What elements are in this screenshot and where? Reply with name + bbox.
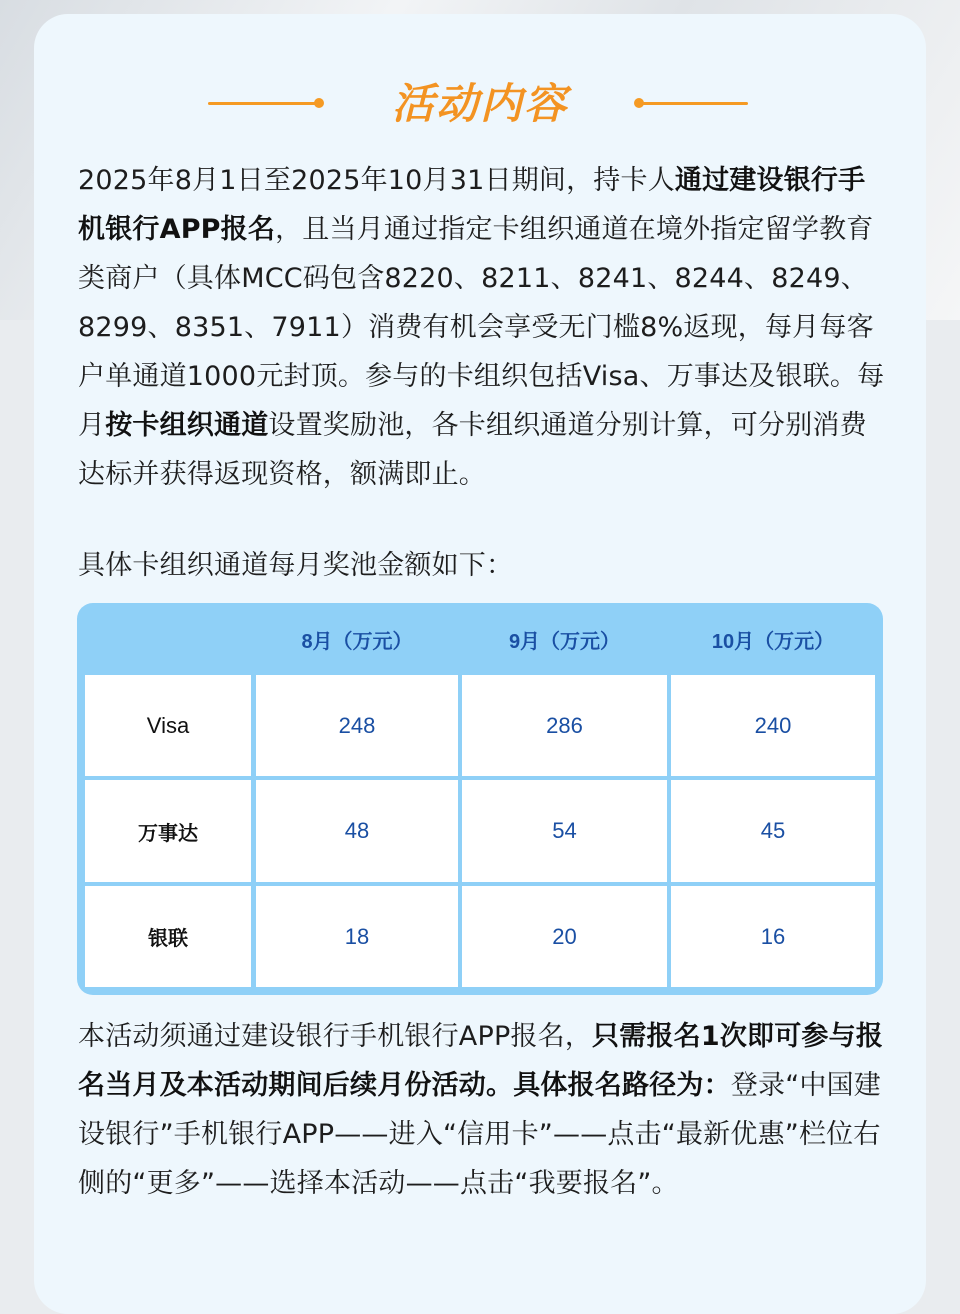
desc-bold-2: 按卡组织通道 [105, 410, 269, 441]
activity-description [78, 156, 888, 499]
pool-intro: 具体卡组织通道每月奖池金额如下： [78, 550, 514, 581]
registration-instructions [78, 1012, 888, 1208]
table-cell: 240 [671, 675, 875, 776]
table-cell: 20 [462, 886, 667, 987]
row-label-visa: Visa [85, 675, 251, 776]
table-cell: 286 [462, 675, 667, 776]
desc-text-3: 设置奖励池，各卡组织通道分别计算，可分别消费达标并获得返现资格，额满即止。 [78, 410, 867, 490]
table-header-aug: 8月（万元） [301, 630, 413, 653]
desc-text-1: 2025年8月1日至2025年10月31日期间，持卡人 [78, 165, 675, 196]
row-label-unionpay: 银联 [85, 886, 251, 987]
section-heading [0, 76, 960, 132]
heading-title: 活动内容 [391, 79, 568, 128]
reg-bold-1: 只需报名1次即可参与报名当月及本活动期间后续月份活动。具体报名路径为： [78, 1021, 884, 1101]
reg-text-2: 登录“中国建设银行”手机银行APP——进入“信用卡”——点击“最新优惠”栏位右侧的“更多”——选择本活动——点击“我要报名”。 [78, 1070, 882, 1199]
reg-text-1: 本活动须通过建设银行手机银行APP报名， [78, 1021, 593, 1052]
desc-bold-1: 通过建设银行手机银行APP报名 [78, 165, 866, 245]
table-cell: 18 [256, 886, 458, 987]
prize-pool-table [77, 603, 883, 995]
table-cell: 54 [462, 780, 667, 882]
table-cell: 248 [256, 675, 458, 776]
table-cell: 16 [671, 886, 875, 987]
table-header-corner [85, 607, 251, 671]
heading-right-line [640, 102, 748, 105]
desc-text-2: ，且当月通过指定卡组织通道在境外指定留学教育类商户（具体MCC码包含8220、8211、8241、8244、8249、8299、8351、7911）消费有机会享受无门槛8%返现，每月每客户单通道1000元封顶。参与的卡组织包括Visa、万事达及银联。每月 [78, 214, 885, 441]
table-cell: 48 [256, 780, 458, 882]
table-cell: 45 [671, 780, 875, 882]
row-label-mastercard: 万事达 [85, 780, 251, 882]
table-header-oct: 10月（万元） [711, 630, 835, 653]
table-header-sep: 9月（万元） [508, 630, 621, 653]
